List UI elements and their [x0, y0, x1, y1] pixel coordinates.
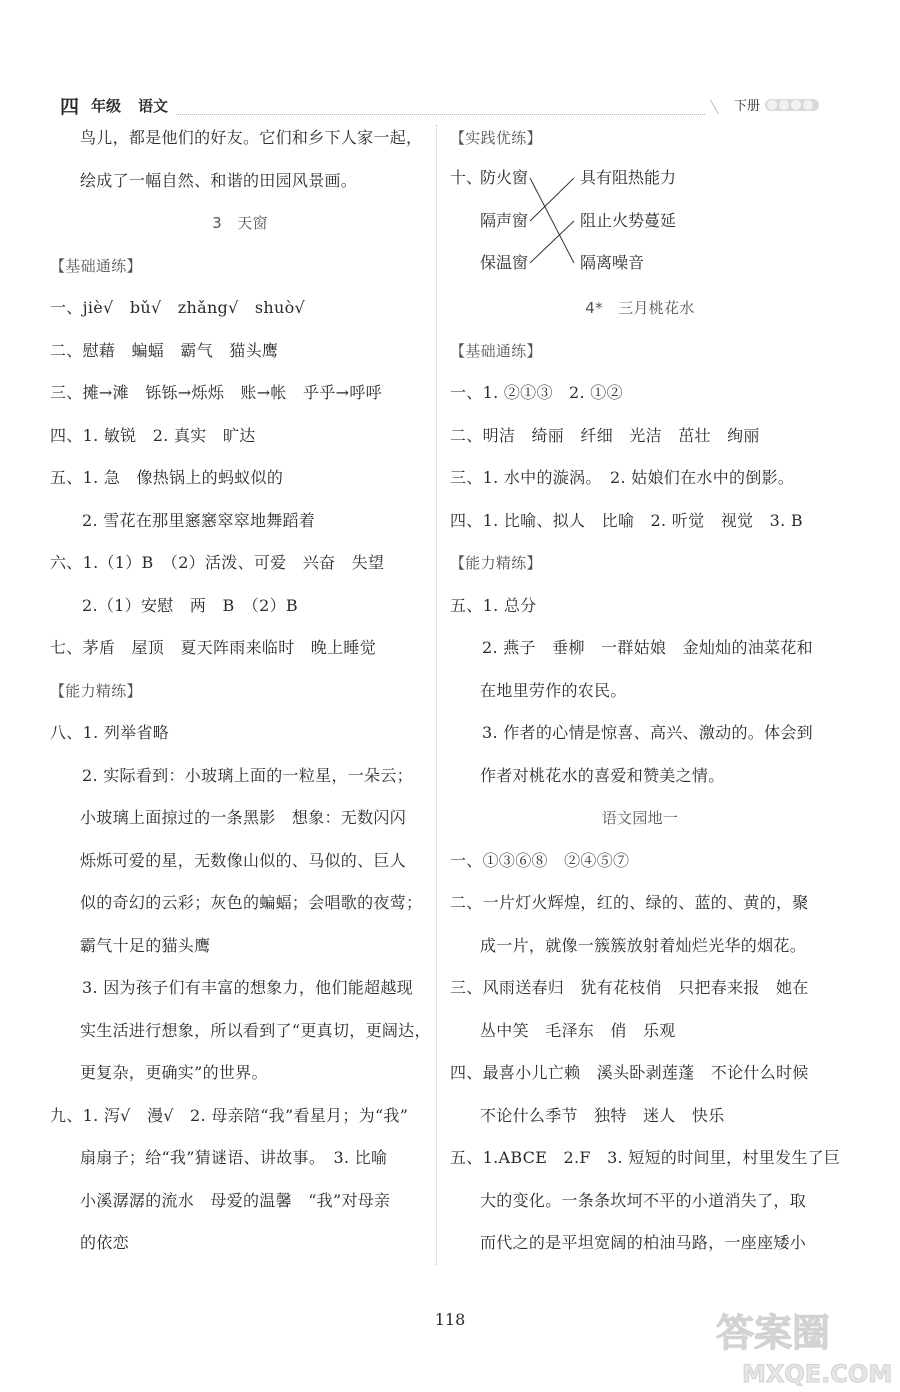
- grade-label: 年级: [91, 97, 122, 115]
- answer-line: 五、1. 总分: [450, 595, 537, 615]
- match-right-item: 具有阻热能力: [580, 168, 677, 187]
- answer-line: 一、1. ②①③ 2. ①②: [450, 383, 623, 402]
- answer-line: 四、最喜小儿亡赖 溪头卧剥莲蓬 不论什么时候: [450, 1063, 809, 1082]
- section-label: 【基础通练】: [450, 341, 542, 360]
- answer-line: 似的奇幻的云彩；灰色的蝙蝠；会唱歌的夜莺；: [80, 893, 423, 912]
- watermark-text-cn: 答案圈: [716, 1311, 831, 1355]
- answer-line: 六、1.（1）B （2）活泼、可爱 兴奋 失望: [50, 553, 385, 572]
- answer-line: 五、1.ABCE 2.F 3. 短短的时间里，村里发生了巨: [450, 1148, 841, 1167]
- match-line: [530, 221, 574, 263]
- answer-line: 更复杂，更确实”的世界。: [80, 1063, 268, 1082]
- answer-line: 九、1. 泻√ 漫√ 2. 母亲陪“我”看星月；为“我”: [50, 1105, 409, 1125]
- section-label: 【能力精练】: [50, 681, 142, 700]
- match-prefix: 十、: [450, 168, 483, 187]
- answer-line: 四、1. 敏锐 2. 真实 旷达: [50, 425, 256, 445]
- answer-line: 绘成了一幅自然、和谐的田园风景画。: [80, 170, 358, 190]
- answer-line: 而代之的是平坦宽阔的柏油马路，一座座矮小: [480, 1233, 807, 1252]
- answer-line: 二、一片灯火辉煌，红的、绿的、蓝的、黄的，聚: [450, 893, 809, 912]
- answer-line: 扇扇子；给“我”猜谜语、讲故事。 3. 比喻: [80, 1148, 388, 1167]
- grade-number: 四: [60, 96, 80, 118]
- answer-line: 三、风雨送春归 犹有花枝俏 只把春来报 她在: [450, 978, 809, 997]
- match-left-item: 隔声窗: [480, 211, 529, 230]
- match-right-item: 隔离噪音: [580, 253, 645, 272]
- answer-line: 不论什么季节 独特 迷人 快乐: [480, 1105, 725, 1125]
- answer-line: 成一片，就像一簇簇放射着灿烂光华的烟花。: [480, 935, 807, 955]
- right-column: [450, 117, 841, 1265]
- answer-line: 四、1. 比喻、拟人 比喻 2. 听觉 视觉 3. B: [450, 510, 803, 530]
- section-label: 【能力精练】: [450, 554, 542, 572]
- match-right-item: 阻止火势蔓延: [580, 211, 677, 230]
- watermark-logo: [712, 1300, 892, 1388]
- answer-line: 3. 作者的心情是惊喜、高兴、激动的。体会到: [482, 723, 813, 742]
- match-line: [530, 178, 574, 263]
- page-header: [58, 92, 843, 118]
- answer-line: 五、1. 急 像热锅上的蚂蚁似的: [50, 468, 284, 487]
- answer-line: 的依恋: [80, 1233, 129, 1252]
- answer-line: 2.（1）安慰 两 B （2）B: [82, 595, 298, 615]
- answer-line: 鸟儿，都是他们的好友。它们和乡下人家一起，: [80, 128, 423, 147]
- matching-exercise: [450, 159, 830, 287]
- answer-line: 二、慰藉 蝙蝠 霸气 猫头鹰: [50, 340, 279, 360]
- answer-line: 三、1. 水中的漩涡。 2. 姑娘们在水中的倒影。: [450, 468, 795, 487]
- answer-line: 大的变化。一条条坎坷不平的小道消失了，取: [480, 1190, 807, 1210]
- answer-line: 2. 燕子 垂柳 一群姑娘 金灿灿的油菜花和: [482, 638, 813, 657]
- page-number: 118: [434, 1310, 466, 1329]
- answer-line: 2. 雪花在那里窸窸窣窣地舞蹈着: [82, 510, 316, 530]
- answer-line: 3. 因为孩子们有丰富的想象力，他们能超越现: [82, 978, 413, 997]
- lesson-title: 语文园地一: [601, 809, 679, 827]
- subject-label: 语文: [138, 97, 169, 115]
- answer-line: 霸气十足的猫头鹰: [80, 935, 211, 955]
- column-divider: [436, 125, 437, 1265]
- answer-line: 在地里劳作的农民。: [480, 680, 627, 700]
- match-left-item: 防火窗: [480, 168, 529, 187]
- header-rule-tick: [698, 100, 719, 114]
- answer-line: 小溪潺潺的流水 母爱的温馨 “我”对母亲: [80, 1190, 391, 1210]
- watermark-graphic: [712, 1300, 892, 1388]
- section-label: 【实践优练】: [450, 129, 542, 147]
- left-column: [50, 117, 430, 1265]
- answer-line: 丛中笑 毛泽东 俏 乐观: [480, 1020, 676, 1040]
- match-left-item: 保温窗: [480, 253, 529, 272]
- answer-line: 小玻璃上面掠过的一条黑影 想象：无数闪闪: [80, 808, 407, 827]
- series-logo-badge: [765, 99, 819, 111]
- lesson-title: 3 天窗: [212, 214, 268, 232]
- watermark-text-url: MXQE.COM: [742, 1360, 892, 1388]
- answer-line: 一、①③⑥⑧ ②④⑤⑦: [450, 850, 630, 870]
- answer-line: 2. 实际看到：小玻璃上面的一粒星，一朵云；: [82, 765, 413, 785]
- lesson-title: 4* 三月桃花水: [585, 299, 695, 317]
- header-rule: [176, 114, 705, 115]
- answer-line: 二、明洁 绮丽 纤细 光洁 茁壮 绚丽: [450, 425, 760, 445]
- match-line: [530, 178, 574, 221]
- answer-line: 三、摊→滩 铄铄→烁烁 账→帐 乎乎→呼呼: [50, 383, 382, 402]
- answer-line: 一、jiè√ bǔ√ zhǎng√ shuò√: [50, 298, 306, 317]
- answer-line: 八、1. 列举省略: [50, 723, 170, 742]
- answer-line: 七、茅盾 屋顶 夏天阵雨来临时 晚上睡觉: [50, 638, 377, 657]
- section-label: 【基础通练】: [50, 256, 142, 275]
- volume-label: 下册: [734, 99, 761, 114]
- answer-line: 实生活进行想象，所以看到了“更真切，更阔达，: [80, 1020, 431, 1040]
- answer-line: 烁烁可爱的星，无数像山似的、马似的、巨人: [80, 850, 407, 870]
- answer-line: 作者对桃花水的喜爱和赞美之情。: [480, 765, 725, 785]
